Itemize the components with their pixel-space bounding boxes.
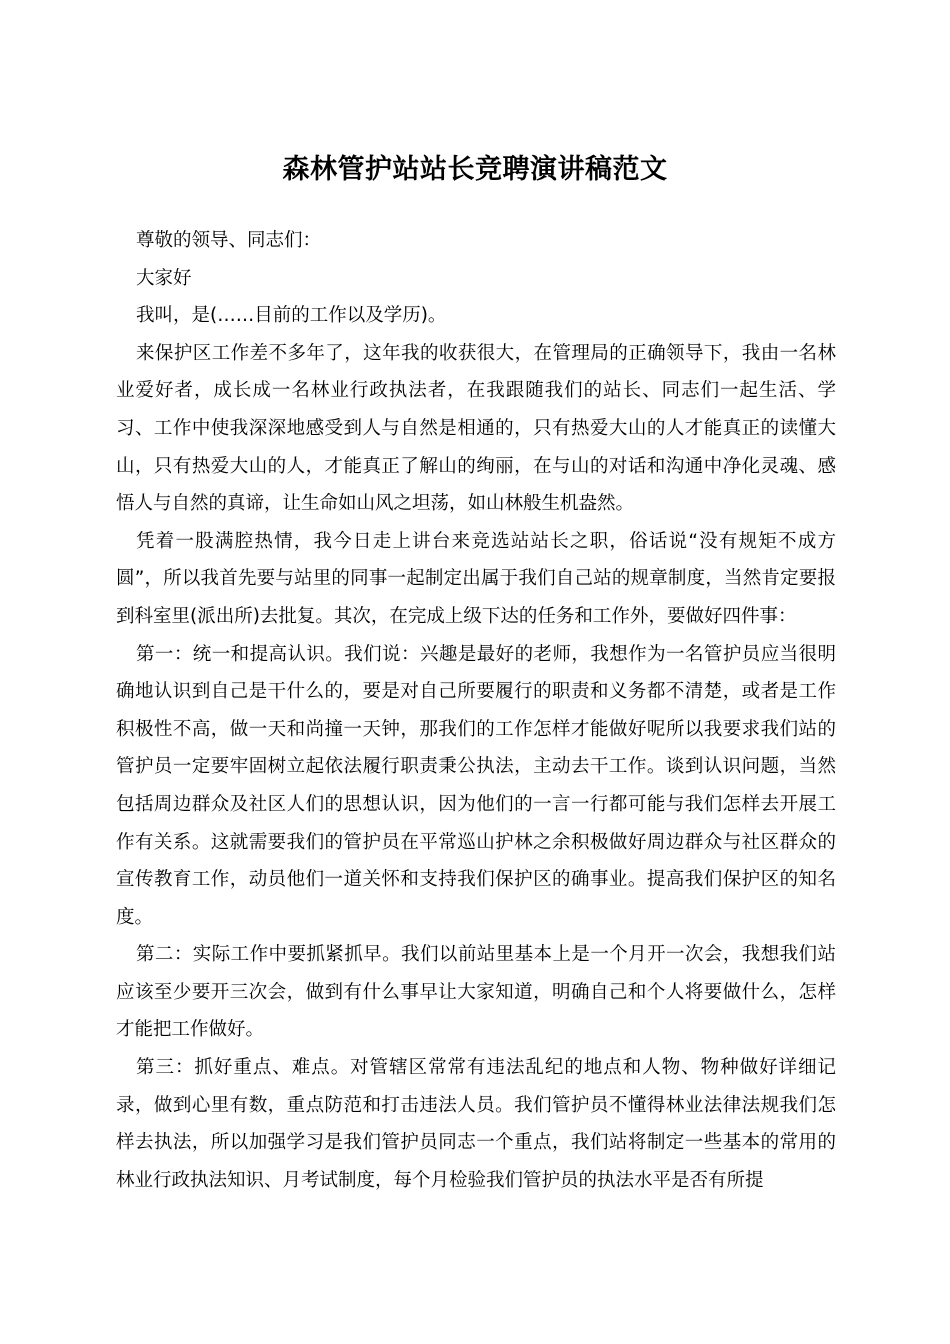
document-title: 森林管护站站长竞聘演讲稿范文	[282, 154, 668, 186]
paragraph-point-one: 第一：统一和提高认识。我们说：兴趣是最好的老师，我想作为一名管护员应当很明确地认识到自己是干什么的，要是对自己所要履行的职责和义务都不清楚，或者是工作积极性不高，做一天和尚撞一天钟，那我们的工作怎样才能做好呢所以我要求我们站的管护员一定要牢固树立起依法履行职责秉公执法，主动去干工作。谈到认识问题，当然包括周边群众及社区人们的思想认识，因为他们的一言一行都可能与我们怎样去开展工作有关系。这就需要我们的管护员在平常巡山护林之余积极做好周边群众与社区群众的宣传教育工作，动员他们一道关怀和支持我们保护区的确事业。提高我们保护区的知名度。	[116, 643, 836, 928]
document-body	[116, 222, 836, 1199]
salutation: 尊敬的领导、同志们：	[136, 230, 322, 251]
greeting: 大家好	[136, 267, 192, 289]
paragraph-motivation: 凭着一股满腔热情，我今日走上讲台来竞选站站长之职，俗话说“没有规矩不成方圆”，所以我首先要与站里的同事一起制定出属于我们自己站的规章制度，当然肯定要报到科室里(派出所)去批复。其次，在完成上级下达的任务和工作外，要做好四件事：	[116, 530, 836, 627]
self-introduction: 我叫，是(……目前的工作以及学历)。	[136, 305, 447, 327]
paragraph-point-three: 第三：抓好重点、难点。对管辖区常常有违法乱纪的地点和人物、物种做好详细记录，做到心里有数，重点防范和打击违法人员。我们管护员不懂得林业法律法规我们怎样去执法，所以加强学习是我们管护员同志一个重点，我们站将制定一些基本的常用的林业行政执法知识、月考试制度，每个月检验我们管护员的执法水平是否有所提	[116, 1057, 836, 1191]
paragraph-experience: 来保护区工作差不多年了，这年我的收获很大，在管理局的正确领导下，我由一名林业爱好者，成长成一名林业行政执法者，在我跟随我们的站长、同志们一起生活、学习、工作中使我深深地感受到人与自然是相通的，只有热爱大山的人才能真正的读懂大山，只有热爱大山的人，才能真正了解山的绚丽，在与山的对话和沟通中净化灵魂、感悟人与自然的真谛，让生命如山风之坦荡，如山林般生机盎然。	[116, 342, 836, 515]
paragraph-point-two: 第二：实际工作中要抓紧抓早。我们以前站里基本上是一个月开一次会，我想我们站应该至少要开三次会，做到有什么事早让大家知道，明确自己和个人将要做什么，怎样才能把工作做好。	[116, 944, 836, 1041]
